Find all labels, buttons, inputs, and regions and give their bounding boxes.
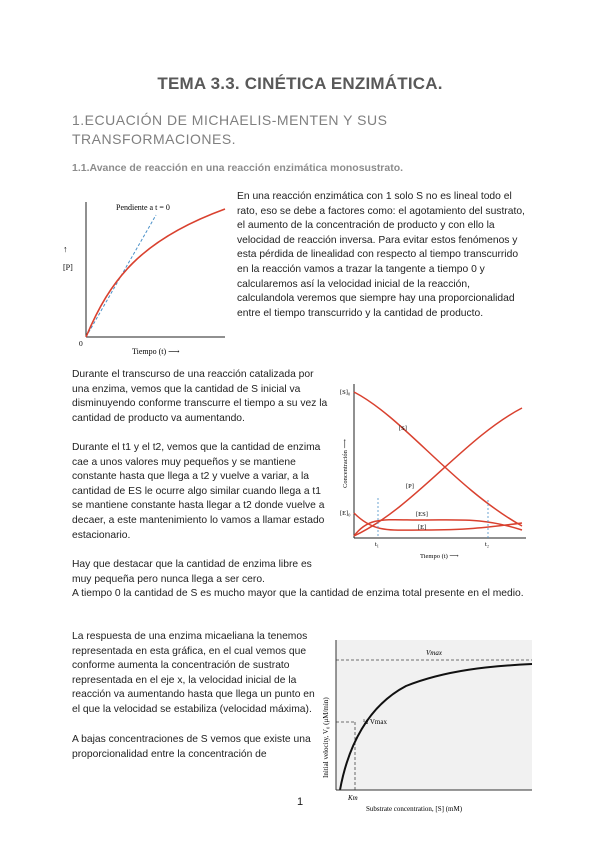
paragraph-7: A bajas concentraciones de S vemos que existe una proporcionalidad entre la concentración de [72,734,311,760]
origin-label: 0 [79,339,83,348]
y-label: [P] [63,263,73,272]
x-label: Substrate concentration, [S] (mM) [366,805,463,813]
substrate-curve [354,392,522,526]
s0-label: [S]₀ [340,389,351,396]
p-label: [P] [406,483,414,490]
michaelis-menten-figure [316,636,536,816]
product-curve [354,408,522,536]
x-label: Tiempo (t) ⟶ [132,347,180,356]
e0-label: [E]₀ [340,510,351,517]
paragraph-6: La respuesta de una enzima micaeliana la tenemos representada en esta gráfica, en el cual vemos que conforme aumenta la concentración de sustrato representada en el eje x, la velocidad inicial de la reacción va aumentando hasta que llega un punto en el que la velocidad se estabiliza (velocidad máxima). [72,631,315,715]
paragraph-1: En una reacción enzimática con 1 solo S no es lineal todo el rato, eso se debe a factores como: el agotamiento del sustrato, el aumento de la concentración de producto y con ello la velocidad de reacción inversa. Para evitar estos fenómenos y esta pérdida de linealidad con respecto al tiempo transcurrido en la reacción vamos a trazar la tangente a tiempo 0 y calcularemos así la velocidad inicial de la reacción, calculandola veremos que siempre hay una proporcionalidad entre el tiempo transcurrido y la cantidad de producto. [237,191,525,319]
paragraph-4: Hay que destacar que la cantidad de enzima libre es muy pequeña pero nunca llega a ser cero. [72,559,312,585]
y-label: Initial velocity, V₀ (μM/min) [322,697,330,778]
km-label: Km [348,794,358,802]
x-label: Tiempo (t) ⟶ [420,553,459,560]
t1-label: t₁ [375,541,380,548]
t2-label: t₂ [485,541,490,548]
paragraph-2: Durante el transcurso de una reacción catalizada por una enzima, vemos que la cantidad de S inicial va disminuyendo conforme transcurre el tiempo a su vez la cantidad de producto va aumentando. [72,369,328,424]
y-arrow: ↑ [63,244,68,254]
e-label: [E] [418,524,427,531]
plot-background [336,640,532,790]
section-heading: 1.ECUACIÓN DE MICHAELIS-MENTEN Y SUS TRANSFORMACIONES. [72,112,388,147]
paragraph-3: Durante el t1 y el t2, vemos que la cantidad de enzima cae a unos valores muy pequeños y se mantiene constante hasta que llega a t2 y vuelve a variar, a la cantidad de ES le ocurre algo similar cuando llega a t1 se mantiene constante hasta llegar a t2 donde vuelve a decaer, a este mantenimiento lo vamos a llamar estado estacionario. [72,442,325,541]
page-number: 1 [296,796,304,808]
subsection-heading: 1.1.Avance de reacción en una reacción enzimática monosustrato. [72,162,404,174]
paragraph-5: A tiempo 0 la cantidad de S es mucho mayor que la cantidad de enzima total presente en el medio. [72,588,524,599]
half-vmax-label: ½ Vmax [363,718,387,726]
page-title: TEMA 3.3. CINÉTICA ENZIMÁTICA. [157,74,443,93]
es-label: [ES] [416,511,428,518]
progress-curve-figure [60,192,232,362]
vmax-label: Vmax [426,649,442,657]
s-label: [S] [399,425,407,432]
slope-label: Pendiente a t = 0 [116,203,170,212]
y-label: Concentración ⟶ [342,439,349,488]
product-curve [86,209,225,337]
time-course-figure [334,378,534,566]
